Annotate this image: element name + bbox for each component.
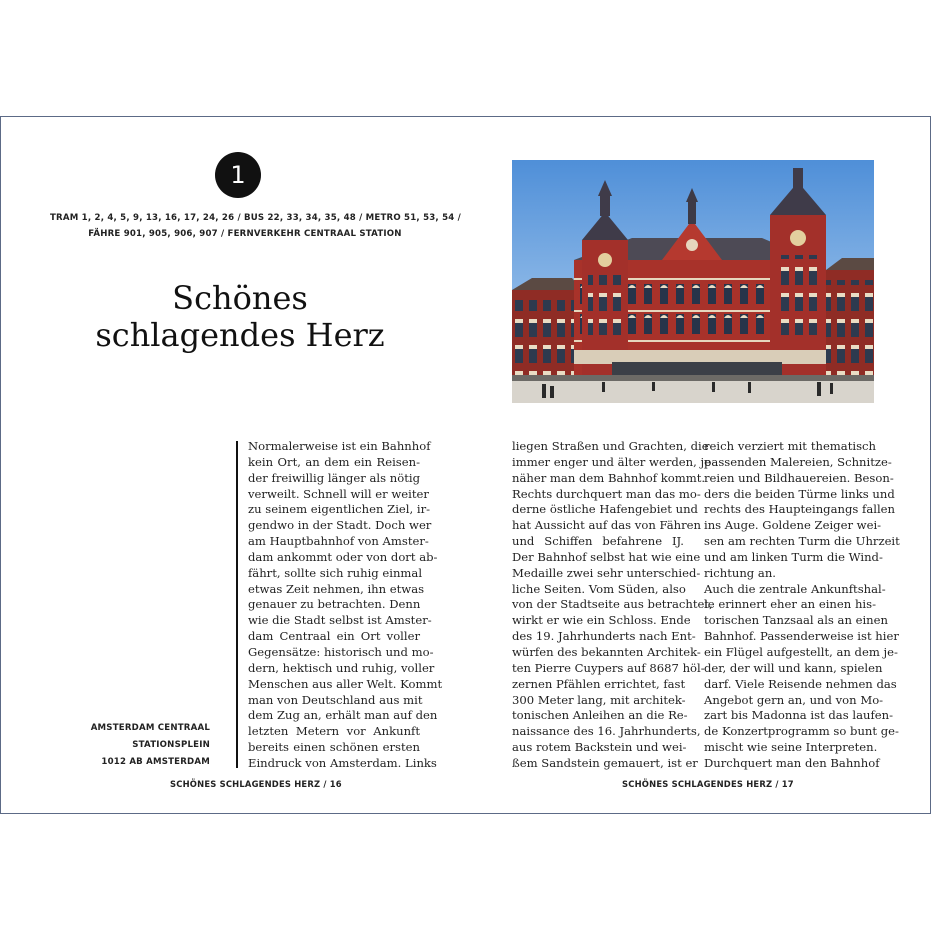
station-photo bbox=[512, 160, 874, 403]
body-line: richtung an. bbox=[704, 565, 776, 580]
body-line: Auch die zentrale Ankunftshal- bbox=[704, 581, 886, 596]
footer-left: SCHÖNES SCHLAGENDES HERZ / 16 bbox=[170, 779, 342, 789]
address-line-2: STATIONSPLEIN bbox=[132, 740, 210, 750]
body-line: tonischen Anleihen an die Re- bbox=[512, 708, 688, 723]
footer-right: SCHÖNES SCHLAGENDES HERZ / 17 bbox=[622, 779, 794, 789]
body-line: mischt wie seine Interpreten. bbox=[704, 740, 878, 755]
body-line: Der Bahnhof selbst hat wie eine bbox=[512, 549, 701, 564]
body-line: ders die beiden Türme links und bbox=[704, 486, 895, 501]
body-line: und Schiffen befahrene IJ. bbox=[512, 534, 684, 549]
body-line: wie die Stadt selbst ist Amster- bbox=[248, 613, 432, 628]
body-line: Normalerweise ist ein Bahnhof bbox=[248, 439, 431, 453]
body-line: der, der will und kann, spielen bbox=[704, 660, 883, 675]
body-line: am Hauptbahnhof von Amster- bbox=[248, 534, 429, 549]
column-rule bbox=[236, 441, 238, 768]
body-line: letzten Metern vor Ankunft bbox=[248, 724, 420, 739]
body-line: reien und Bildhauereien. Beson- bbox=[704, 470, 894, 485]
body-line: würfen des bekannten Architek- bbox=[512, 644, 701, 659]
body-line: etwas Zeit nehmen, ihn etwas bbox=[248, 581, 425, 596]
body-line: und am linken Turm die Wind- bbox=[704, 549, 883, 564]
body-line: verweilt. Schnell will er weiter bbox=[248, 486, 429, 501]
body-line: torischen Tanzsaal als an einen bbox=[704, 613, 888, 628]
body-line: Eindruck von Amsterdam. Links bbox=[248, 755, 437, 770]
body-line: dern, hektisch und ruhig, voller bbox=[248, 660, 435, 675]
chapter-title-line-1: Schönes bbox=[172, 279, 308, 317]
transit-info-line-1: TRAM 1, 2, 4, 5, 9, 13, 16, 17, 24, 26 / BUS 22, 33, 34, 35, 48 / METRO 51, 53, 54 / bbox=[50, 213, 461, 223]
body-line: Rechts durchquert man das mo- bbox=[512, 486, 701, 501]
body-line: ein Flügel aufgestellt, an dem je- bbox=[704, 644, 898, 659]
address-line-1: AMSTERDAM CENTRAAL bbox=[90, 723, 210, 733]
body-line: le erinnert eher an einen his- bbox=[704, 597, 876, 612]
body-line: ten Pierre Cuypers auf 8687 höl- bbox=[512, 660, 705, 675]
body-line: derne östliche Hafengebiet und bbox=[512, 502, 698, 517]
body-column-2 bbox=[512, 439, 713, 772]
chapter-title-line-2: schlagendes Herz bbox=[95, 316, 385, 354]
body-line: Bahnhof. Passenderweise ist hier bbox=[704, 629, 899, 644]
body-line: aus rotem Backstein und wei- bbox=[512, 740, 687, 755]
body-line: rechts des Haupteingangs fallen bbox=[704, 502, 895, 517]
body-line: fährt, sollte sich ruhig einmal bbox=[248, 565, 423, 580]
body-line: Angebot gern an, und von Mo- bbox=[704, 692, 884, 707]
body-line: kein Ort, an dem ein Reisen- bbox=[248, 454, 420, 469]
body-column-1 bbox=[248, 439, 443, 772]
body-line: Durchquert man den Bahnhof bbox=[704, 755, 880, 770]
body-line: liche Seiten. Vom Süden, also bbox=[512, 581, 686, 596]
body-line: näher man dem Bahnhof kommt. bbox=[512, 470, 706, 485]
body-line: 300 Meter lang, mit architek- bbox=[512, 692, 686, 707]
body-line: hat Aussicht auf das von Fähren bbox=[512, 518, 701, 533]
body-line: ins Auge. Goldene Zeiger wei- bbox=[704, 518, 882, 533]
transit-info-line-2: FÄHRE 901, 905, 906, 907 / FERNVERKEHR CENTRAAL STATION bbox=[88, 229, 402, 239]
body-line: zu seinem eigentlichen Ziel, ir- bbox=[248, 502, 431, 517]
body-line: dam ankommt oder von dort ab- bbox=[248, 549, 438, 564]
body-line: man von Deutschland aus mit bbox=[248, 692, 423, 707]
body-line: passenden Malereien, Schnitze- bbox=[704, 454, 892, 469]
body-line: gendwo in der Stadt. Doch wer bbox=[248, 518, 432, 533]
body-line: immer enger und älter werden, je bbox=[512, 454, 711, 469]
body-line: wirkt er wie ein Schloss. Ende bbox=[512, 613, 691, 628]
body-line: naissance des 16. Jahrhunderts, bbox=[512, 724, 701, 739]
body-line: zart bis Madonna ist das laufen- bbox=[704, 708, 893, 723]
body-line: sen am rechten Turm die Uhrzeit bbox=[704, 534, 900, 549]
body-line: genauer zu betrachten. Denn bbox=[248, 597, 421, 612]
body-line: des 19. Jahrhunderts nach Ent- bbox=[512, 629, 696, 644]
body-column-3 bbox=[704, 439, 900, 772]
address-line-3: 1012 AB AMSTERDAM bbox=[101, 757, 210, 767]
body-line: de Konzertprogramm so bunt ge- bbox=[704, 724, 899, 739]
body-line: Menschen aus aller Welt. Kommt bbox=[248, 676, 443, 691]
chapter-number-badge bbox=[215, 152, 261, 198]
body-line: darf. Viele Reisende nehmen das bbox=[704, 676, 897, 691]
chapter-number: 1 bbox=[230, 161, 246, 189]
body-line: Gegensätze: historisch und mo- bbox=[248, 644, 434, 659]
body-line: der freiwillig länger als nötig bbox=[248, 470, 420, 485]
body-line: reich verziert mit thematisch bbox=[704, 439, 876, 453]
body-line: liegen Straßen und Grachten, die bbox=[512, 439, 709, 453]
body-line: Medaille zwei sehr unterschied- bbox=[512, 565, 701, 580]
body-line: zernen Pfählen errichtet, fast bbox=[512, 676, 686, 691]
body-line: von der Stadtseite aus betrachtet, bbox=[512, 597, 713, 612]
body-line: bereits einen schönen ersten bbox=[248, 740, 420, 755]
body-line: ßem Sandstein gemauert, ist er bbox=[512, 755, 698, 770]
body-line: dem Zug an, erhält man auf den bbox=[248, 708, 438, 723]
body-line: dam Centraal ein Ort voller bbox=[248, 629, 420, 644]
